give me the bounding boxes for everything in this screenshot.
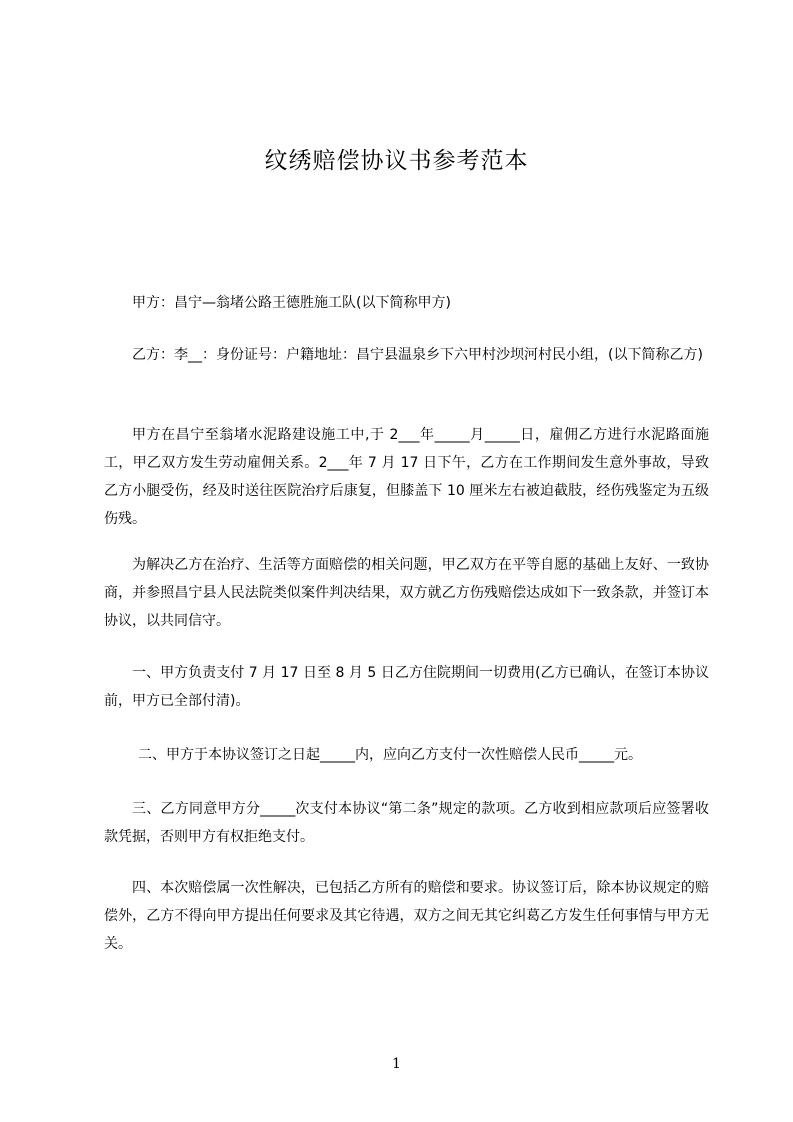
clause-2-paragraph: 二、甲方于本协议签订之日起_____内，应向乙方支付一次性赔偿人民币_____元。 xyxy=(138,747,642,763)
clause-3-paragraph: 三、乙方同意甲方分_____次支付本协议“第二条”规定的款项。乙方收到相应款项后应签署收款凭据，否则甲方有权拒绝支付。 xyxy=(104,801,709,845)
party-b-paragraph: 乙方：李__：身份证号：户籍地址：昌宁县温泉乡下六甲村沙坝河村民小组，(以下简称乙方) xyxy=(132,347,703,363)
party-a-paragraph: 甲方：昌宁—翁堵公路王德胜施工队(以下简称甲方) xyxy=(132,295,451,311)
document-title: 纹绣赔偿协议书参考范本 xyxy=(264,148,529,174)
clause-4-paragraph: 四、本次赔偿属一次性解决，已包括乙方所有的赔偿和要求。协议签订后，除本协议规定的赔偿外，乙方不得向甲方提出任何要求及其它待遇，双方之间无其它纠葛乙方发生任何事情与甲方无关。 xyxy=(104,880,709,952)
page-number: 1 xyxy=(392,1056,401,1072)
clause-1-paragraph: 一、甲方负责支付 7 月 17 日至 8 月 5 日乙方住院期间一切费用(乙方已确认，在签订本协议前，甲方已全部付清)。 xyxy=(104,665,709,709)
incident-paragraph: 甲方在昌宁至翁堵水泥路建设施工中,于 2___年_____月_____日，雇佣乙方进行水泥路面施工，甲乙双方发生劳动雇佣关系。2___年 7 月 17 日下午，乙方在工作期间发生意外事故，导致乙方小腿受伤，经及时送往医院治疗后康复，但膝盖下 10 厘米左右被迫截肢，经伤残鉴定为五级伤残。 xyxy=(104,427,709,527)
purpose-paragraph: 为解决乙方在治疗、生活等方面赔偿的相关问题，甲乙双方在平等自愿的基础上友好、一致协商，并参照昌宁县人民法院类似案件判决结果，双方就乙方伤残赔偿达成如下一致条款，并签订本协议，以共同信守。 xyxy=(104,557,709,629)
